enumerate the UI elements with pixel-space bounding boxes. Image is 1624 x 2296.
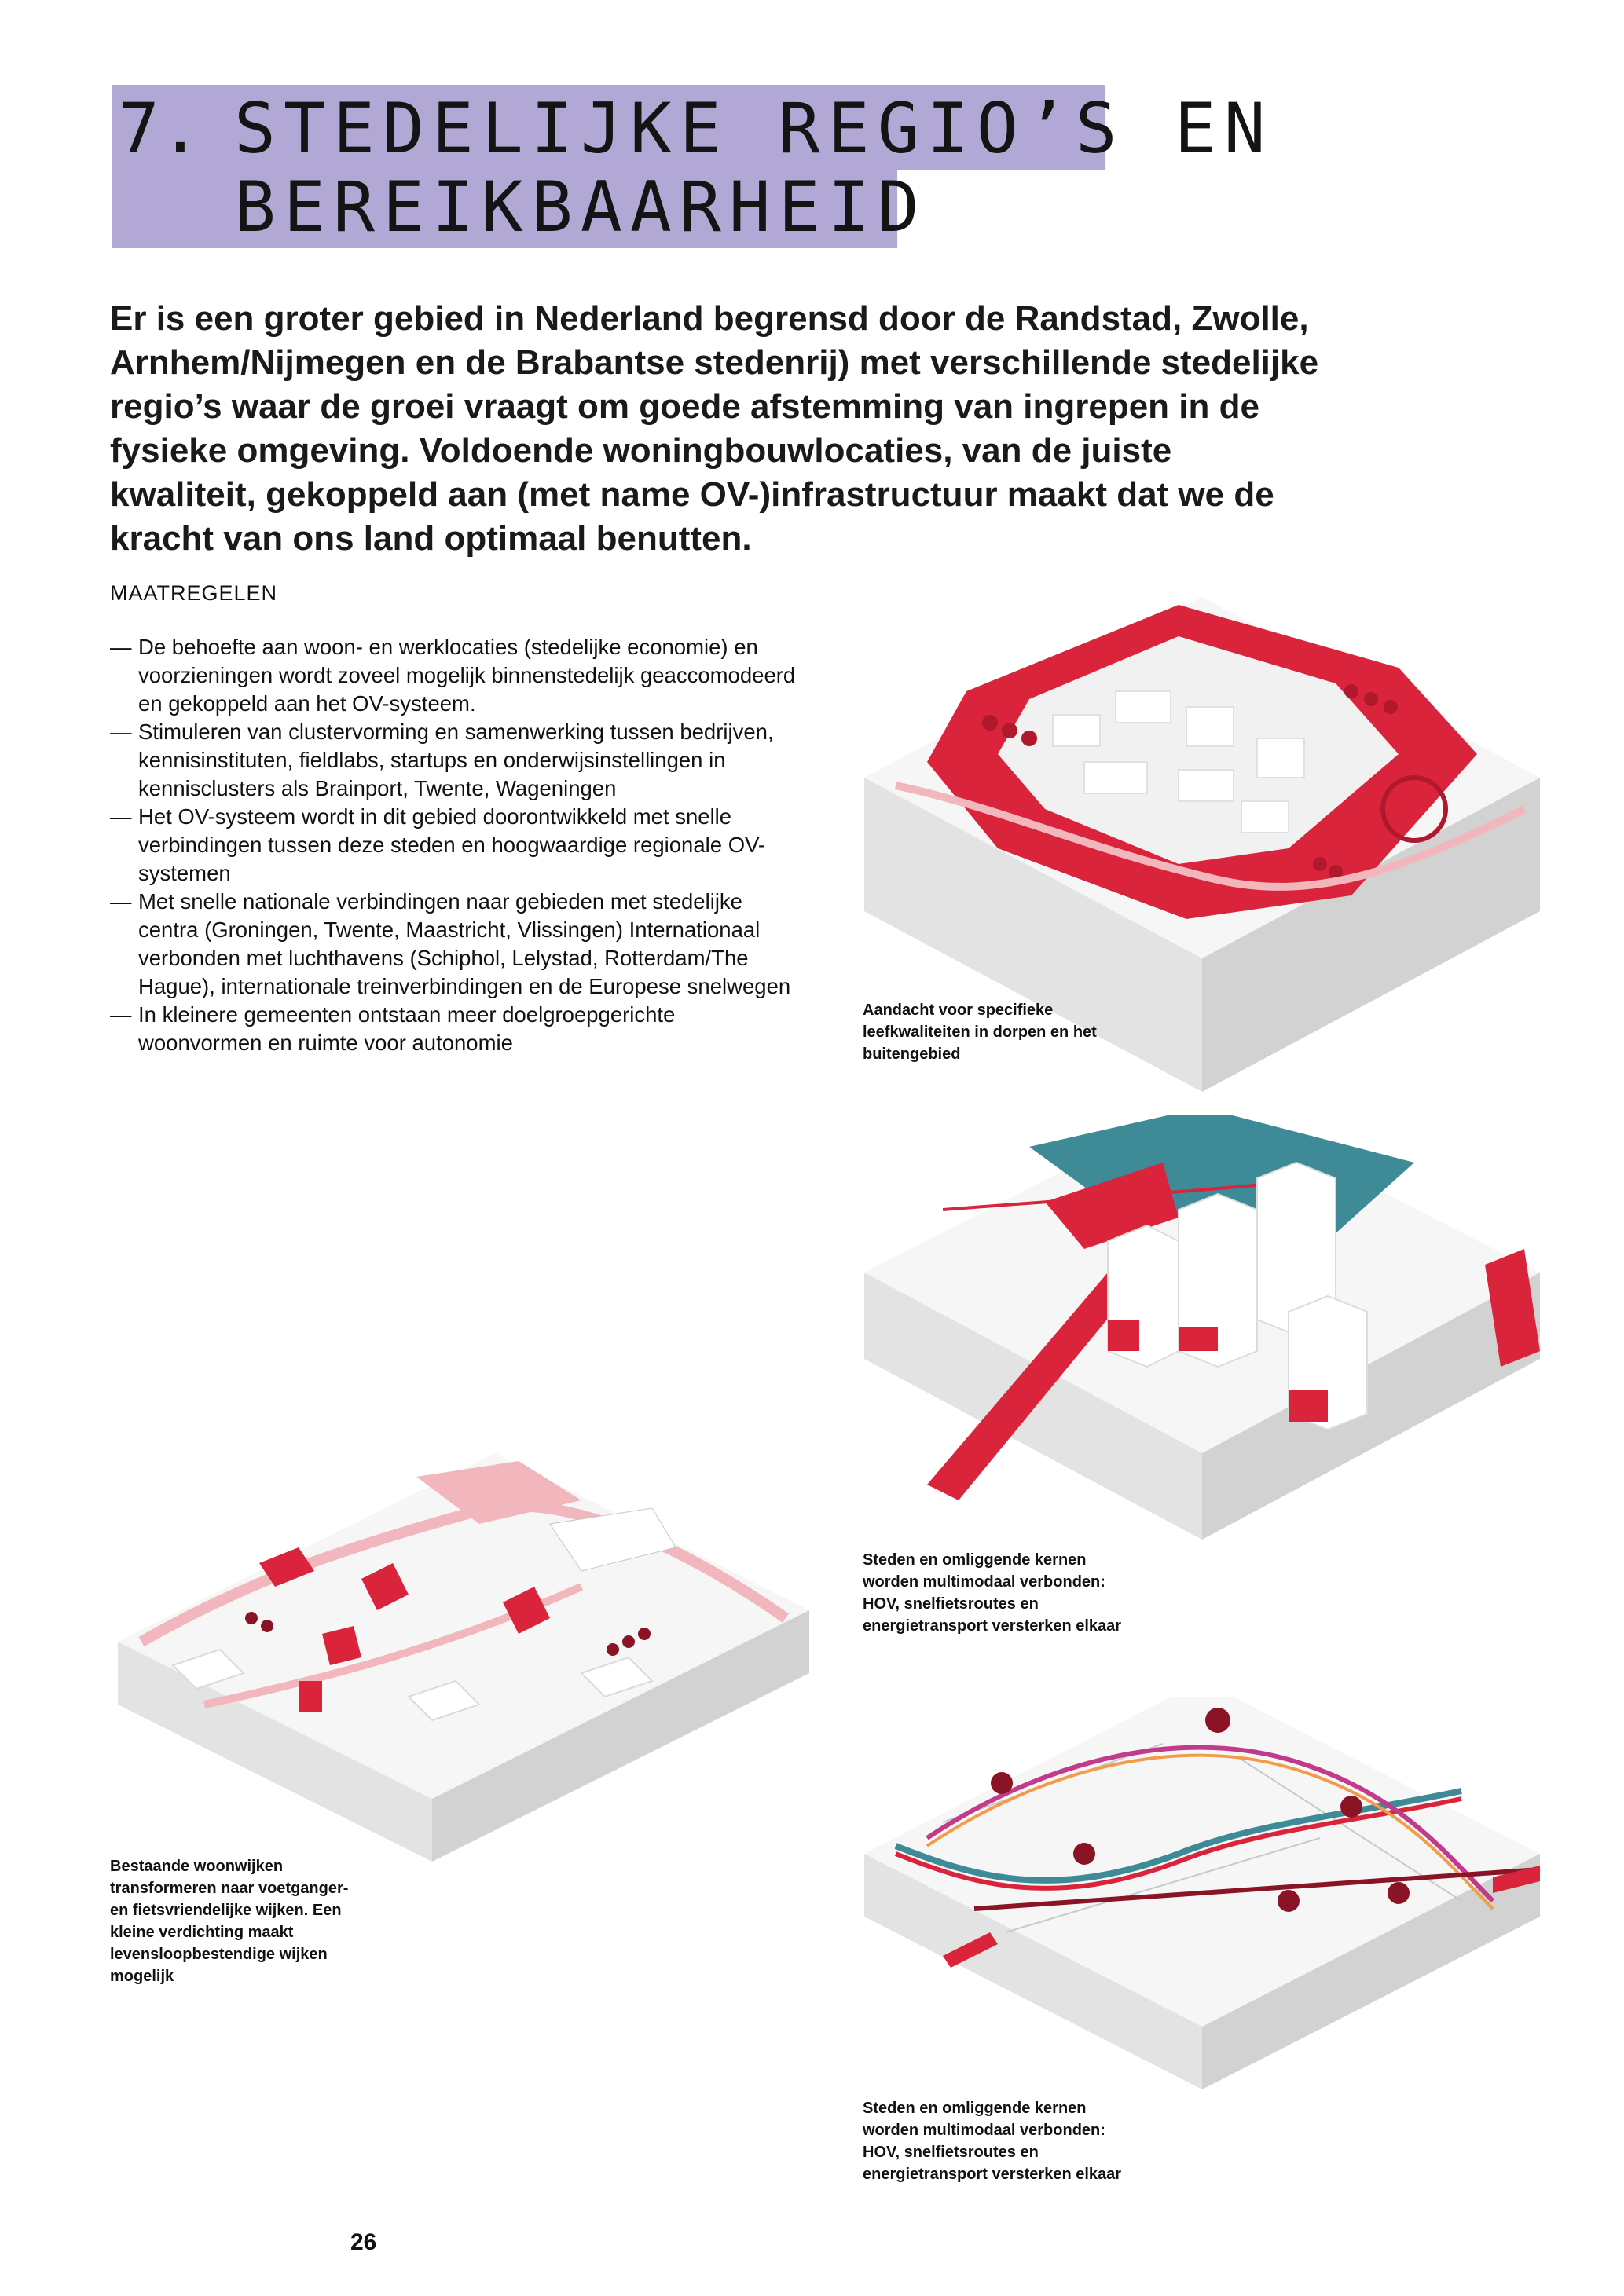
measures-list [110,633,801,1057]
page-title-line-1: STEDELIJKE REGIO’S EN [234,88,1274,169]
region-block-illustration [849,1697,1556,2089]
measure-item: — Stimuleren van clustervorming en samenwerking tussen bedrijven, kennisinstituten, fieldlabs, startups en onderwijsinstellingen in kennisclusters als Brainport, Twente, Wageningen [110,718,801,803]
measure-item: — Met snelle nationale verbindingen naar gebieden met stedelijke centra (Groningen, Twente, Maastricht, Vlissingen) Internationaal verbonden met luchthavens (Schiphol, Lelystad, Rotterdam/The Hague), internationale treinverbindingen en de Europese snelwegen [110,888,801,1001]
caption-neighbourhood: Bestaande woonwijken transformeren naar voetganger- en fietsvriendelijke wijken. Een kleine verdichting maakt levensloopbestendige wijken mogelijk [110,1858,349,1985]
caption-region: Steden en omliggende kernen worden multimodaal verbonden: HOV, snelfietsroutes en energietransport versterken elkaar [863,2100,1122,2183]
section-label: MAATREGELEN [110,581,278,605]
intro-paragraph: Er is een groter gebied in Nederland begrensd door de Randstad, Zwolle, Arnhem/Nijmegen en de Brabantse stedenrij) met verschillende stedelijke regio’s waar de groei vraagt om goede afstemming van ingrepen in de fysieke omgeving. Voldoende woningbouwlocaties, van de juiste kwaliteit, gekoppeld aan (met name OV-)infrastructuur maakt dat we de kracht van ons land optimaal benutten. [110,299,1319,558]
measure-item: — In kleinere gemeenten ontstaan meer doelgroepgerichte woonvormen en ruimte voor autonomie [110,1001,801,1057]
measure-item: — De behoefte aan woon- en werklocaties (stedelijke economie) en voorzieningen wordt zoveel mogelijk binnenstedelijk geaccomodeerd en gekoppeld aan het OV-systeem. [110,633,801,718]
city-block-illustration [849,1115,1556,1540]
caption-city: Steden en omliggende kernen worden multimodaal verbonden: HOV, snelfietsroutes en energietransport versterken elkaar [863,1551,1122,1635]
measure-item: — Het OV-systeem wordt in dit gebied doorontwikkeld met snelle verbindingen tussen deze steden en hoogwaardige regionale OV-systemen [110,803,801,888]
page-title-line-2: BEREIKBAARHEID [234,167,927,247]
caption-village: Aandacht voor specifieke leefkwaliteiten in dorpen en het buitengebied [863,1002,1097,1063]
neighbourhood-block-illustration [110,1445,817,1862]
chapter-number: 7. [118,88,201,169]
page-number: 26 [350,2229,377,2255]
